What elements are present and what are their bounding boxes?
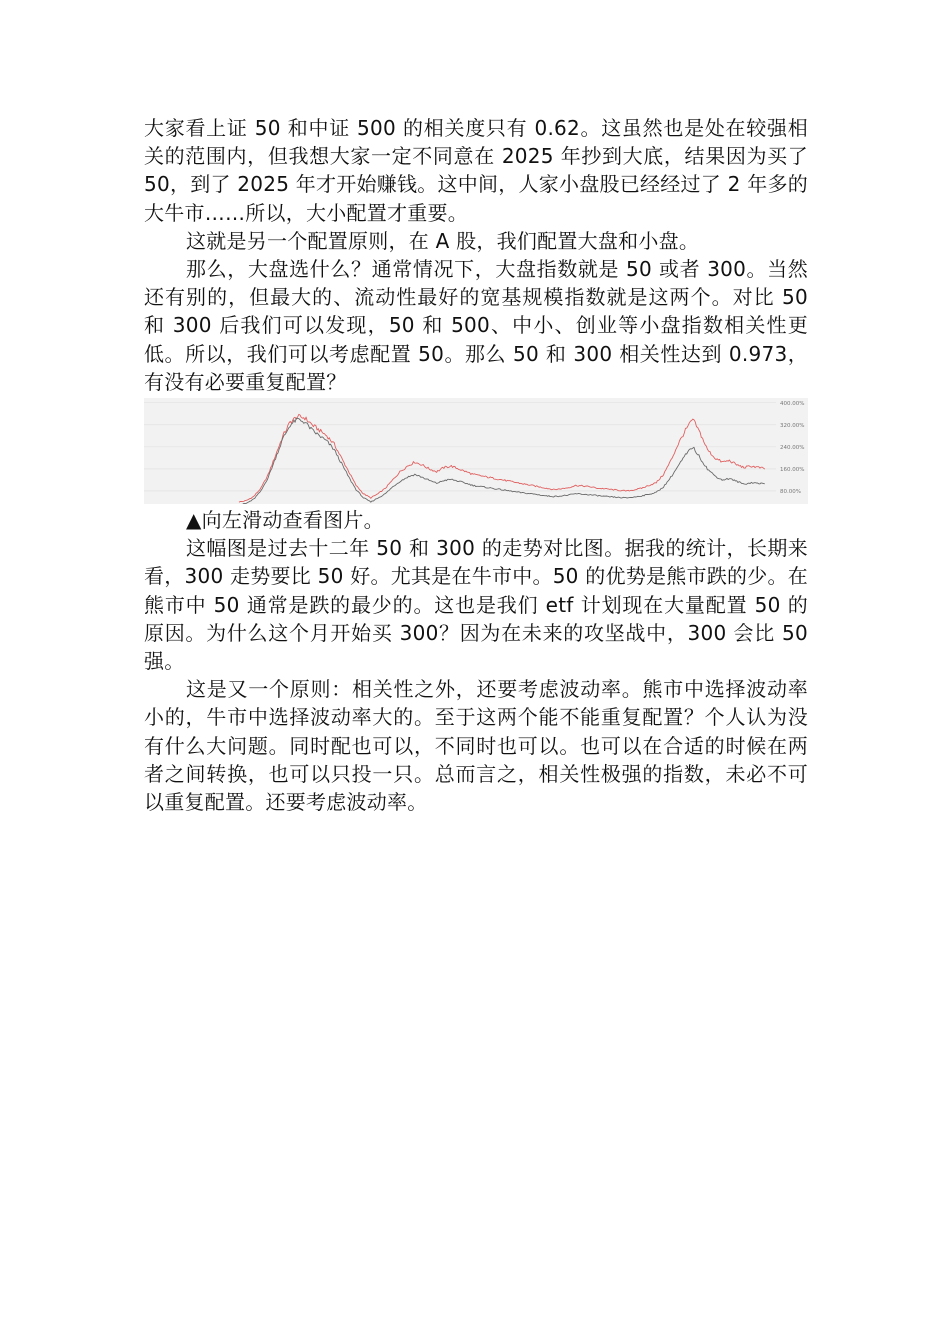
paragraph-3: 那么，大盘选什么？通常情况下，大盘指数就是 50 或者 300。当然还有别的，但最大的、流动性最好的宽基规模指数就是这两个。对比 50 和 300 后我们可以发现，50 和 500、中小、创业等小盘指数相关性更低。所以，我们可以考虑配置 50。那么 50 和 300 相关性达到 0.973，有没有必要重复配置？ (144, 257, 808, 394)
image-caption: ▲向左滑动查看图片。 (186, 508, 384, 533)
y-tick-label: 160.00% (780, 466, 805, 473)
paragraph-4: 这幅图是过去十二年 50 和 300 的走势对比图。据我的统计，长期来看，300 走势要比 50 好。尤其是在牛市中。50 的优势是熊市跌的少。在熊市中 50 通常是跌的最少的。这也是我们 etf 计划现在大量配置 50 的原因。为什么这个月开始买 300？因为在未来的攻坚战中，300 会比 50 强。 (144, 536, 809, 674)
chart-svg (144, 398, 808, 504)
red-series-line (239, 414, 765, 502)
y-tick-label: 80.00% (780, 489, 801, 496)
y-tick-label: 240.00% (780, 444, 805, 451)
index-comparison-chart[interactable] (144, 398, 808, 504)
document-page (144, 114, 808, 816)
y-tick-label: 320.00% (780, 422, 805, 429)
y-tick-label: 400.00% (780, 400, 805, 407)
paragraph-2: 这就是另一个配置原则，在 A 股，我们配置大盘和小盘。 (186, 228, 700, 253)
paragraph-1: 大家看上证 50 和中证 500 的相关度只有 0.62。这虽然也是处在较强相关的范围内，但我想大家一定不同意在 2025 年抄到大底，结果因为买了 50，到了 2025 年才开始赚钱。这中间，人家小盘股已经经过了 2 年多的大牛市……所以，大小配置才重要。 (144, 116, 809, 225)
paragraph-5: 这是又一个原则：相关性之外，还要考虑波动率。熊市中选择波动率小的，牛市中选择波动率大的。至于这两个能不能重复配置？个人认为没有什么大问题。同时配也可以，不同时也可以。也可以在合适的时候在两者之间转换，也可以只投一只。总而言之，相关性极强的指数，未必不可以重复配置。还要考虑波动率。 (144, 677, 808, 815)
